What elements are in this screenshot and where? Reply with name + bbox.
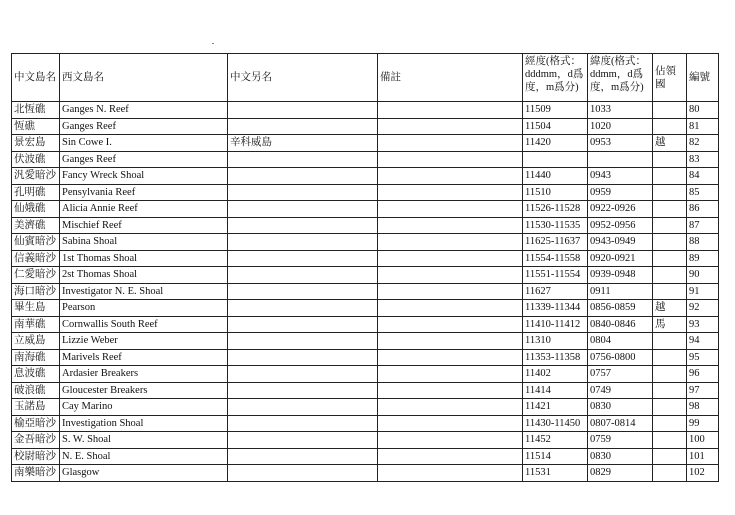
- cell-west-name: Cornwallis South Reef: [60, 316, 228, 333]
- cell-longitude: 11420: [523, 135, 588, 152]
- cell-latitude: 0759: [588, 432, 653, 449]
- cell-latitude: 1020: [588, 118, 653, 135]
- table-row: [12, 151, 719, 168]
- cell-number: 80: [687, 102, 719, 119]
- cell-latitude: 0939-0948: [588, 267, 653, 284]
- cell-west-name: Fancy Wreck Shoal: [60, 168, 228, 185]
- cell-number: 100: [687, 432, 719, 449]
- cell-west-name: Investigation Shoal: [60, 415, 228, 432]
- cell-west-name: Cay Marino: [60, 399, 228, 416]
- cell-cn-name: 南華礁: [12, 316, 60, 333]
- cell-latitude: 0749: [588, 382, 653, 399]
- table-row: [12, 283, 719, 300]
- cell-west-name: Sin Cowe I.: [60, 135, 228, 152]
- cell-latitude: 0943: [588, 168, 653, 185]
- cell-number: 92: [687, 300, 719, 317]
- header-occupier: 佔領國: [653, 54, 687, 102]
- cell-west-name: 1st Thomas Shoal: [60, 250, 228, 267]
- cell-west-name: Investigator N. E. Shoal: [60, 283, 228, 300]
- cell-number: 102: [687, 465, 719, 482]
- cell-west-name: Alicia Annie Reef: [60, 201, 228, 218]
- cell-number: 82: [687, 135, 719, 152]
- cell-remarks: [378, 201, 523, 218]
- header-number: 編號: [687, 54, 719, 102]
- cell-cn-name: 立威島: [12, 333, 60, 350]
- cell-number: 98: [687, 399, 719, 416]
- cell-occupier: [653, 151, 687, 168]
- cell-occupier: 馬: [653, 316, 687, 333]
- cell-remarks: [378, 349, 523, 366]
- cell-cn-alias: 辛科威島: [228, 135, 378, 152]
- cell-west-name: Lizzie Weber: [60, 333, 228, 350]
- cell-cn-name: 仙娥礁: [12, 201, 60, 218]
- cell-cn-name: 伏波礁: [12, 151, 60, 168]
- cell-cn-name: 北恆礁: [12, 102, 60, 119]
- cell-occupier: [653, 234, 687, 251]
- cell-west-name: Ganges N. Reef: [60, 102, 228, 119]
- cell-number: 91: [687, 283, 719, 300]
- cell-latitude: 0959: [588, 184, 653, 201]
- cell-remarks: [378, 300, 523, 317]
- cell-remarks: [378, 168, 523, 185]
- cell-cn-name: 海口暗沙: [12, 283, 60, 300]
- header-remarks: 備註: [378, 54, 523, 102]
- cell-cn-name: 信義暗沙: [12, 250, 60, 267]
- cell-cn-alias: [228, 201, 378, 218]
- cell-latitude: 0922-0926: [588, 201, 653, 218]
- cell-remarks: [378, 217, 523, 234]
- cell-occupier: [653, 217, 687, 234]
- cell-latitude: 0756-0800: [588, 349, 653, 366]
- cell-west-name: Pensylvania Reef: [60, 184, 228, 201]
- cell-cn-alias: [228, 415, 378, 432]
- cell-cn-alias: [228, 168, 378, 185]
- cell-number: 99: [687, 415, 719, 432]
- table-row: [12, 316, 719, 333]
- cell-west-name: S. W. Shoal: [60, 432, 228, 449]
- cell-west-name: Glasgow: [60, 465, 228, 482]
- cell-cn-alias: [228, 118, 378, 135]
- cell-latitude: 0830: [588, 399, 653, 416]
- cell-latitude: 0856-0859: [588, 300, 653, 317]
- cell-longitude: 11310: [523, 333, 588, 350]
- cell-remarks: [378, 366, 523, 383]
- cell-longitude: 11627: [523, 283, 588, 300]
- table-row: [12, 118, 719, 135]
- cell-cn-alias: [228, 465, 378, 482]
- cell-west-name: 2st Thomas Shoal: [60, 267, 228, 284]
- cell-longitude: 11402: [523, 366, 588, 383]
- cell-longitude: 11504: [523, 118, 588, 135]
- cell-cn-name: 仙賓暗沙: [12, 234, 60, 251]
- cell-longitude: 11625-11637: [523, 234, 588, 251]
- cell-cn-alias: [228, 349, 378, 366]
- table-row: [12, 184, 719, 201]
- cell-remarks: [378, 118, 523, 135]
- table-row: [12, 465, 719, 482]
- cell-number: 96: [687, 366, 719, 383]
- cell-latitude: 0943-0949: [588, 234, 653, 251]
- cell-remarks: [378, 283, 523, 300]
- cell-occupier: 越: [653, 300, 687, 317]
- cell-number: 83: [687, 151, 719, 168]
- cell-remarks: [378, 184, 523, 201]
- table-row: [12, 382, 719, 399]
- cell-cn-alias: [228, 432, 378, 449]
- table-row: [12, 349, 719, 366]
- cell-cn-alias: [228, 300, 378, 317]
- cell-occupier: [653, 102, 687, 119]
- cell-cn-alias: [228, 399, 378, 416]
- cell-occupier: [653, 448, 687, 465]
- cell-cn-name: 榆亞暗沙: [12, 415, 60, 432]
- cell-remarks: [378, 234, 523, 251]
- table-row: [12, 399, 719, 416]
- cell-occupier: [653, 118, 687, 135]
- cell-longitude: 11430-11450: [523, 415, 588, 432]
- cell-occupier: [653, 415, 687, 432]
- cell-west-name: Sabina Shoal: [60, 234, 228, 251]
- cell-longitude: 11526-11528: [523, 201, 588, 218]
- cell-number: 93: [687, 316, 719, 333]
- cell-remarks: [378, 151, 523, 168]
- cell-number: 89: [687, 250, 719, 267]
- cell-number: 88: [687, 234, 719, 251]
- table-row: [12, 267, 719, 284]
- cell-occupier: [653, 366, 687, 383]
- cell-longitude: 11531: [523, 465, 588, 482]
- table-row: [12, 201, 719, 218]
- cell-west-name: N. E. Shoal: [60, 448, 228, 465]
- table-row: [12, 234, 719, 251]
- cell-longitude: 11339-11344: [523, 300, 588, 317]
- cell-latitude: 0829: [588, 465, 653, 482]
- cell-occupier: [653, 382, 687, 399]
- cell-longitude: 11551-11554: [523, 267, 588, 284]
- cell-cn-alias: [228, 234, 378, 251]
- cell-longitude: [523, 151, 588, 168]
- cell-cn-name: 景宏島: [12, 135, 60, 152]
- cell-longitude: 11514: [523, 448, 588, 465]
- table-row: [12, 217, 719, 234]
- cell-west-name: Ganges Reef: [60, 151, 228, 168]
- cell-latitude: 0920-0921: [588, 250, 653, 267]
- cell-latitude: 0757: [588, 366, 653, 383]
- cell-occupier: [653, 168, 687, 185]
- cell-cn-name: 金吾暗沙: [12, 432, 60, 449]
- cell-cn-name: 玉諾島: [12, 399, 60, 416]
- cell-latitude: 0911: [588, 283, 653, 300]
- cell-latitude: 1033: [588, 102, 653, 119]
- cell-cn-name: 畢生島: [12, 300, 60, 317]
- cell-occupier: [653, 201, 687, 218]
- cell-cn-name: 南樂暗沙: [12, 465, 60, 482]
- cell-latitude: [588, 151, 653, 168]
- cell-occupier: [653, 465, 687, 482]
- cell-number: 86: [687, 201, 719, 218]
- cell-number: 85: [687, 184, 719, 201]
- cell-cn-name: 校尉暗沙: [12, 448, 60, 465]
- cell-longitude: 11421: [523, 399, 588, 416]
- cell-longitude: 11414: [523, 382, 588, 399]
- cell-number: 97: [687, 382, 719, 399]
- cell-number: 94: [687, 333, 719, 350]
- cell-longitude: 11530-11535: [523, 217, 588, 234]
- cell-cn-alias: [228, 366, 378, 383]
- cell-number: 81: [687, 118, 719, 135]
- cell-latitude: 0807-0814: [588, 415, 653, 432]
- cell-cn-alias: [228, 217, 378, 234]
- cell-remarks: [378, 250, 523, 267]
- cell-cn-name: 美濟礁: [12, 217, 60, 234]
- table-row: [12, 300, 719, 317]
- cell-longitude: 11440: [523, 168, 588, 185]
- cell-latitude: 0830: [588, 448, 653, 465]
- cell-cn-alias: [228, 333, 378, 350]
- cell-longitude: 11510: [523, 184, 588, 201]
- cell-occupier: [653, 399, 687, 416]
- island-table: [11, 53, 719, 482]
- cell-cn-alias: [228, 184, 378, 201]
- cell-cn-name: 破浪礁: [12, 382, 60, 399]
- header-cn-name: 中文島名: [12, 54, 60, 102]
- cell-remarks: [378, 333, 523, 350]
- cell-remarks: [378, 465, 523, 482]
- header-longitude: 經度(格式：dddmm，d爲度，m爲分): [523, 54, 588, 102]
- cell-cn-alias: [228, 283, 378, 300]
- cell-remarks: [378, 382, 523, 399]
- cell-latitude: 0840-0846: [588, 316, 653, 333]
- cell-occupier: [653, 184, 687, 201]
- table-row: [12, 102, 719, 119]
- cell-cn-name: 孔明礁: [12, 184, 60, 201]
- table-row: [12, 448, 719, 465]
- cell-cn-alias: [228, 316, 378, 333]
- cell-latitude: 0952-0956: [588, 217, 653, 234]
- cell-remarks: [378, 267, 523, 284]
- cell-cn-alias: [228, 267, 378, 284]
- table-row: [12, 135, 719, 152]
- cell-occupier: [653, 267, 687, 284]
- cell-longitude: 11410-11412: [523, 316, 588, 333]
- cell-remarks: [378, 399, 523, 416]
- cell-number: 84: [687, 168, 719, 185]
- cell-occupier: [653, 333, 687, 350]
- table-row: [12, 250, 719, 267]
- table-row: [12, 168, 719, 185]
- cell-cn-name: 南海礁: [12, 349, 60, 366]
- header-west-name: 西文島名: [60, 54, 228, 102]
- cell-west-name: Pearson: [60, 300, 228, 317]
- header-cn-alias: 中文另名: [228, 54, 378, 102]
- cell-cn-name: 汎愛暗沙: [12, 168, 60, 185]
- cell-occupier: [653, 349, 687, 366]
- table-row: [12, 415, 719, 432]
- cell-cn-alias: [228, 382, 378, 399]
- cell-latitude: 0804: [588, 333, 653, 350]
- table-body: [12, 102, 719, 482]
- cell-remarks: [378, 448, 523, 465]
- cell-number: 101: [687, 448, 719, 465]
- cell-west-name: Ganges Reef: [60, 118, 228, 135]
- header-row: [12, 54, 719, 102]
- cell-occupier: [653, 283, 687, 300]
- cell-number: 90: [687, 267, 719, 284]
- cell-remarks: [378, 316, 523, 333]
- header-latitude: 緯度(格式：ddmm，d爲度，m爲分): [588, 54, 653, 102]
- cell-longitude: 11554-11558: [523, 250, 588, 267]
- cell-west-name: Mischief Reef: [60, 217, 228, 234]
- cell-west-name: Ardasier Breakers: [60, 366, 228, 383]
- cell-cn-alias: [228, 102, 378, 119]
- cell-remarks: [378, 432, 523, 449]
- cell-cn-name: 息波礁: [12, 366, 60, 383]
- cell-occupier: [653, 432, 687, 449]
- cell-longitude: 11452: [523, 432, 588, 449]
- cell-cn-name: 恆礁: [12, 118, 60, 135]
- cell-longitude: 11509: [523, 102, 588, 119]
- table-row: [12, 333, 719, 350]
- cell-cn-name: 仁愛暗沙: [12, 267, 60, 284]
- cell-number: 87: [687, 217, 719, 234]
- cell-cn-alias: [228, 250, 378, 267]
- cell-occupier: [653, 250, 687, 267]
- cell-cn-alias: [228, 448, 378, 465]
- cell-longitude: 11353-11358: [523, 349, 588, 366]
- table-row: [12, 432, 719, 449]
- cell-remarks: [378, 415, 523, 432]
- cell-west-name: Marivels Reef: [60, 349, 228, 366]
- cell-west-name: Gloucester Breakers: [60, 382, 228, 399]
- cell-remarks: [378, 102, 523, 119]
- cell-number: 95: [687, 349, 719, 366]
- cell-occupier: 越: [653, 135, 687, 152]
- cell-remarks: [378, 135, 523, 152]
- cell-latitude: 0953: [588, 135, 653, 152]
- table-row: [12, 366, 719, 383]
- cell-cn-alias: [228, 151, 378, 168]
- scan-speck: [212, 43, 214, 44]
